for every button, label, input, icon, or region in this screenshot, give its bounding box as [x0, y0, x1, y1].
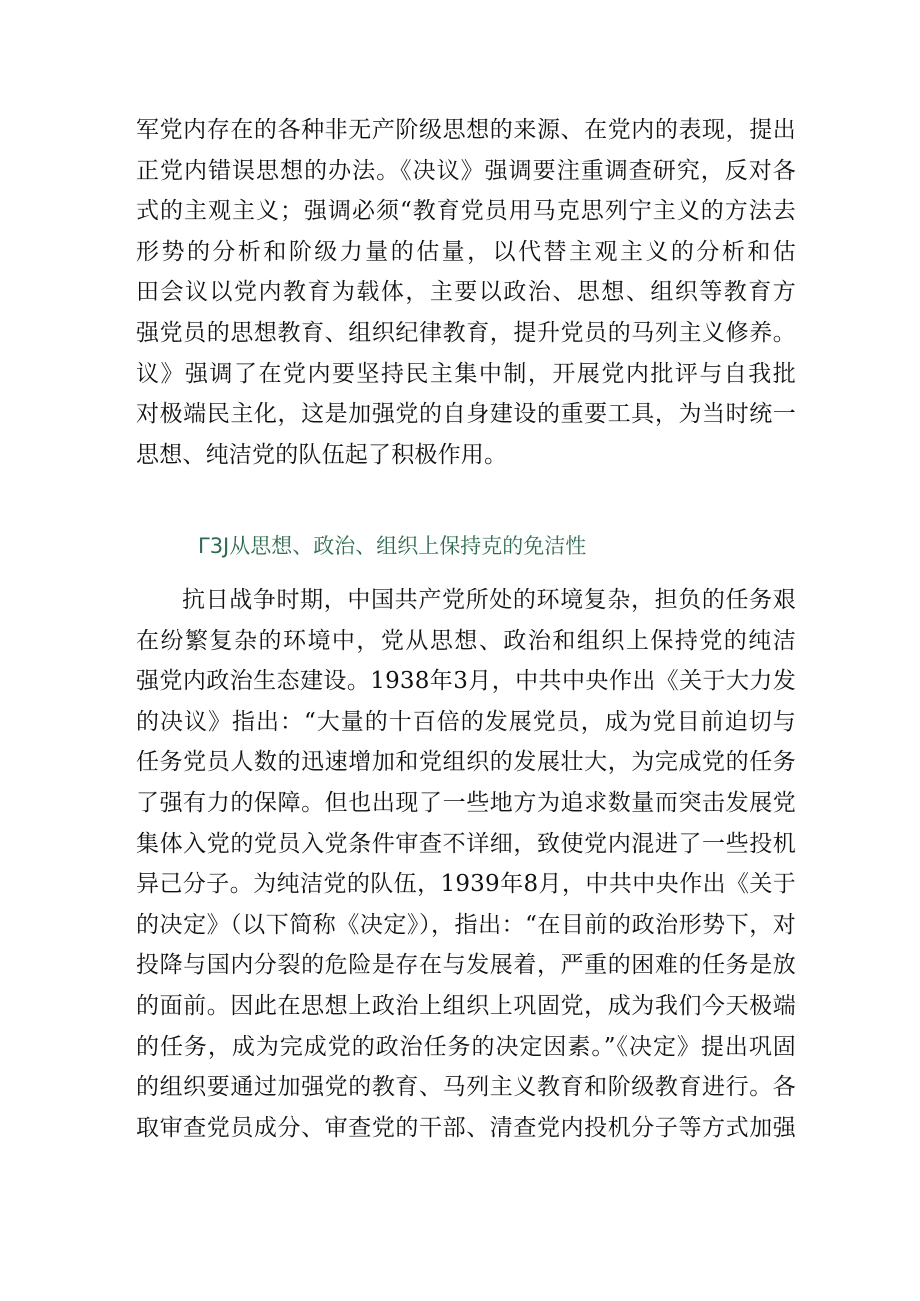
paragraph-line: 了强有力的保障。但也出现了一些地方为追求数量而突击发展党 — [136, 789, 796, 816]
paragraph-line: 议》强调了在党内要坚持民主集中制，开展党内批评与自我批 — [136, 360, 796, 387]
paragraph-line: 的决定》（以下简称《决定》），指出：“在目前的政治形势下，对 — [136, 911, 796, 938]
paragraph-line: 的任务，成为完成党的政治任务的决定因素。”《决定》提出巩固 — [136, 1033, 796, 1060]
paragraph-gutian-resolution — [136, 110, 796, 475]
paragraph-line: 田会议以党内教育为载体，主要以政治、思想、组织等教育方 — [136, 279, 796, 306]
paragraph-line: 投降与国内分裂的危险是存在与发展着，严重的困难的任务是放 — [136, 952, 796, 979]
paragraph-line: 强党内政治生态建设。1938年3月，中共中央作出《关于大力发 — [136, 668, 796, 695]
section-heading: Γ3J从思想、政治、组织上保持克的免洁性 — [198, 534, 587, 558]
paragraph-line: 形势的分析和阶级力量的估量，以代替主观主义的分析和估 — [136, 238, 796, 265]
paragraph-line: 军党内存在的各种非无产阶级思想的来源、在党内的表现，提出 — [136, 117, 796, 143]
paragraph-line: 思想、纯洁党的队伍起了积极作用。 — [136, 441, 508, 468]
paragraph-line: 集体入党的党员入党条件审查不详细，致使党内混进了一些投机 — [136, 830, 796, 857]
paragraph-line: 抗日战争时期，中国共产党所处的环境复杂，担负的任务艰 — [182, 587, 796, 613]
paragraph-line: 正党内错误思想的办法。《决议》强调要注重调查研究，反对各 — [136, 157, 796, 184]
paragraph-line: 的决议》指出：“大量的十百倍的发展党员，成为党目前迫切与 — [136, 708, 796, 735]
paragraph-line: 强党员的思想教育、组织纪律教育，提升党员的马列主义修养。 — [136, 319, 796, 346]
paragraph-line: 在纷繁复杂的环境中，党从思想、政治和组织上保持党的纯洁 — [136, 627, 796, 654]
paragraph-line: 对极端民主化，这是加强党的自身建设的重要工具，为当时统一 — [136, 401, 796, 428]
paragraph-line: 的面前。因此在思想上政治上组织上巩固党，成为我们今天极端 — [136, 992, 796, 1019]
paragraph-line: 异己分子。为纯洁党的队伍，1939年8月，中共中央作出《关于 — [136, 871, 796, 898]
paragraph-line: 式的主观主义；强调必须“教育党员用马克思列宁主义的方法去 — [136, 198, 796, 225]
paragraph-line: 取审查党员成分、审查党的干部、清查党内投机分子等方式加强 — [136, 1114, 796, 1141]
paragraph-anti-japanese-war — [136, 580, 796, 1148]
paragraph-line: 的组织要通过加强党的教育、马列主义教育和阶级教育进行。各 — [136, 1074, 796, 1101]
paragraph-line: 任务党员人数的迅速增加和党组织的发展壮大，为完成党的任务 — [136, 749, 796, 776]
